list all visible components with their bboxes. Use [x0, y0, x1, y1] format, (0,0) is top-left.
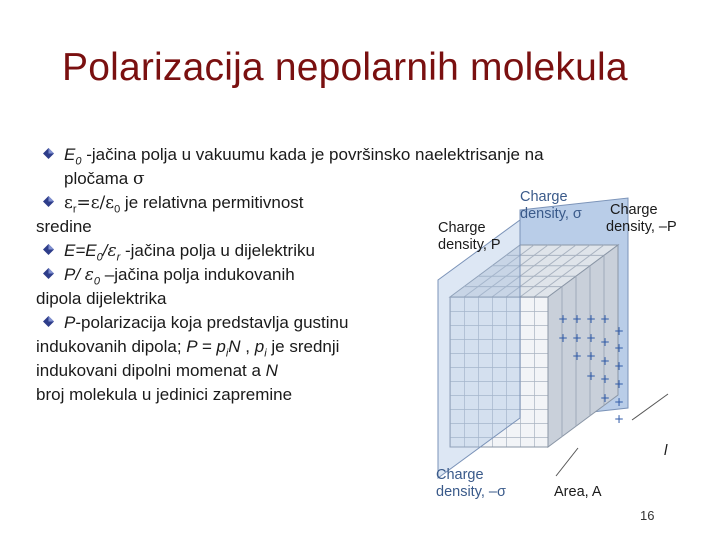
page-number: 16	[640, 508, 655, 523]
symbol-p: P	[64, 313, 76, 332]
svg-text:+: +	[586, 312, 597, 326]
formula-slash: /	[102, 241, 108, 260]
subscript-r: r	[72, 203, 77, 216]
svg-text:+: +	[614, 412, 625, 426]
svg-text:+: +	[600, 335, 611, 349]
slide-title: Polarizacija nepolarnih molekula	[62, 46, 628, 89]
bullet-continuation: sredine	[36, 217, 92, 236]
svg-text:+: +	[572, 331, 583, 345]
svg-text:+: +	[586, 349, 597, 363]
subscript-r: r	[116, 251, 121, 264]
symbol-e: E	[64, 145, 76, 164]
diamond-icon	[43, 316, 54, 327]
subscript-i: i	[264, 347, 267, 360]
diamond-icon	[43, 268, 54, 279]
svg-text:+: +	[600, 372, 611, 386]
subscript-0: 0	[114, 203, 121, 216]
subscript-0: 0	[93, 275, 101, 288]
diamond-icon	[43, 196, 54, 207]
subscript-0: 0	[75, 155, 82, 168]
bullet-text: je srednji	[266, 337, 340, 356]
formula-text: =ε/ε	[76, 193, 115, 213]
svg-text:+: +	[572, 349, 583, 363]
bullet-text: -polarizacija koja predstavlja gustinu	[75, 313, 349, 332]
bullet-text: –jačina polja indukovanih	[100, 265, 295, 284]
label-charge-p: Charge density, P	[438, 220, 501, 253]
svg-text:+: +	[600, 391, 611, 405]
bullet-polarization	[36, 311, 434, 335]
symbol-n: N	[265, 361, 278, 380]
svg-text:+: +	[614, 377, 625, 391]
svg-text:+: +	[586, 369, 597, 383]
svg-text:+: +	[558, 331, 569, 345]
symbol-epsilon: ε	[64, 193, 73, 213]
label-charge-neg-p: Charge density, –P	[606, 202, 677, 235]
symbol-p: p	[254, 337, 265, 356]
area-leader	[556, 448, 578, 476]
symbol-epsilon: ε	[107, 241, 117, 261]
bullet-text: indukovani dipolni momenat a	[36, 361, 266, 380]
bullet-text: -jačina polja u vakuumu kada je površinsko naelektrisanje na	[81, 145, 544, 164]
svg-text:+: +	[600, 312, 611, 326]
subscript-i: i	[225, 347, 229, 360]
svg-text:+: +	[614, 359, 625, 373]
label-charge-sigma: Charge density, σ	[520, 189, 582, 222]
formula-text: P/	[64, 265, 85, 284]
bullet-vacuum-field	[36, 143, 664, 167]
svg-text:+: +	[614, 341, 625, 355]
length-marker	[632, 394, 668, 420]
svg-text:+: +	[572, 312, 583, 326]
label-area: Area, A	[554, 484, 602, 500]
svg-text:+: +	[558, 312, 569, 326]
bullet-continuation: broj molekula u jedinici zapremine	[36, 385, 293, 404]
diamond-icon	[43, 148, 54, 159]
dielectric-cube-figure	[428, 180, 700, 515]
subscript-0: 0	[96, 251, 103, 264]
bullet-text: -jačina polja u dijelektriku	[120, 241, 315, 260]
formula-text: E=E	[64, 241, 97, 260]
bullet-text: indukovanih dipola;	[36, 337, 187, 356]
formula-text: P = p	[186, 337, 226, 356]
bullet-text: pločama	[64, 169, 133, 188]
label-length: l	[664, 442, 668, 459]
bullet-text: ,	[240, 337, 255, 356]
bullet-continuation: dipola dijelektrika	[36, 289, 167, 308]
symbol-epsilon: ε	[84, 265, 94, 285]
svg-text:+: +	[600, 354, 611, 368]
svg-text:+: +	[614, 324, 625, 338]
label-charge-neg-sigma: Charge density, –σ	[436, 467, 506, 500]
symbol-sigma: σ	[132, 169, 145, 189]
svg-text:+: +	[586, 331, 597, 345]
bullet-text: je relativna permitivnost	[120, 193, 304, 212]
svg-text:+: +	[614, 395, 625, 409]
diamond-icon	[43, 244, 54, 255]
symbol-n: N	[228, 337, 241, 356]
